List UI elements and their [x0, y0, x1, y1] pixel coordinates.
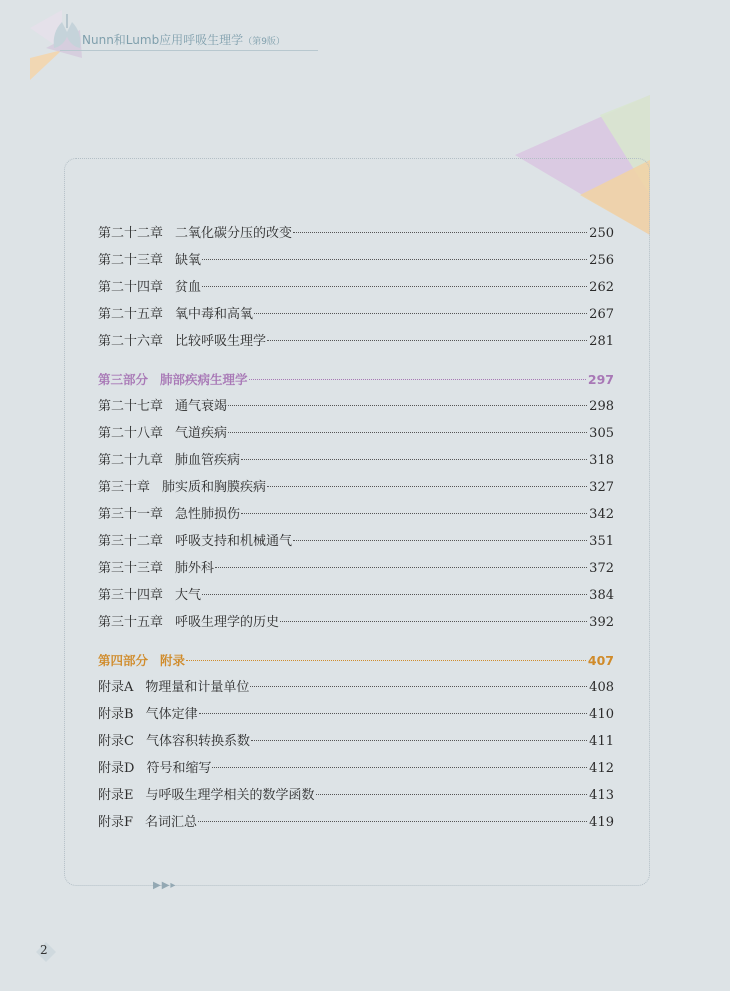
chapter-number: 第三十一章	[98, 507, 164, 522]
leader-dots	[241, 459, 587, 460]
appendix-number: 附录A	[98, 680, 134, 695]
chapter-number: 第二十九章	[98, 453, 164, 468]
chapter-number: 第二十四章	[98, 280, 164, 295]
chapter-title: 通气衰竭	[175, 399, 228, 414]
leader-dots	[202, 594, 587, 595]
chapter-number: 第三十二章	[98, 534, 164, 549]
toc-entry[interactable]	[98, 247, 614, 274]
page-header	[0, 0, 730, 90]
page-ref: 297	[587, 372, 614, 387]
page-ref: 408	[589, 680, 614, 695]
toc-entry[interactable]	[98, 393, 614, 420]
edition-text: （第9版）	[243, 37, 285, 47]
chapter-title: 急性肺损伤	[175, 507, 241, 522]
chapter-title: 氧中毒和高氧	[175, 307, 254, 322]
toc-entry[interactable]	[98, 701, 614, 728]
toc-entry[interactable]	[98, 755, 614, 782]
appendix-number: 附录E	[98, 788, 134, 803]
leader-dots	[199, 713, 588, 714]
chapter-title: 气道疾病	[175, 426, 228, 441]
toc-entry[interactable]	[98, 809, 614, 836]
page-ref: 256	[589, 253, 614, 268]
toc-entry[interactable]	[98, 674, 614, 701]
page-ref: 298	[589, 399, 614, 414]
appendix-number: 附录C	[98, 734, 134, 749]
appendix-title: 物理量和计量单位	[145, 680, 250, 695]
toc-entry[interactable]	[98, 301, 614, 328]
chapter-title: 肺实质和胸膜疾病	[162, 480, 267, 495]
page-ref: 342	[589, 507, 614, 522]
page-ref: 407	[587, 653, 614, 668]
page-ref: 413	[589, 788, 614, 803]
page-ref: 419	[589, 815, 614, 830]
chapter-number: 第三十三章	[98, 561, 164, 576]
part-number: 第四部分	[98, 653, 149, 668]
chapter-title: 呼吸生理学的历史	[175, 615, 280, 630]
chapter-title: 肺血管疾病	[175, 453, 241, 468]
page-ref: 305	[589, 426, 614, 441]
book-title	[82, 31, 285, 48]
chapter-title: 二氧化碳分压的改变	[175, 226, 293, 241]
chapter-title: 比较呼吸生理学	[175, 334, 267, 349]
toc-entry[interactable]	[98, 728, 614, 755]
page-number: 2	[40, 943, 48, 957]
appendix-title: 气体容积转换系数	[145, 734, 250, 749]
leader-dots	[267, 486, 587, 487]
leader-dots	[202, 286, 587, 287]
chapter-number: 第三十章	[98, 480, 151, 495]
toc-entry[interactable]	[98, 782, 614, 809]
page-ref: 412	[589, 761, 614, 776]
leader-dots	[186, 660, 586, 661]
toc-entry[interactable]	[98, 447, 614, 474]
toc-entry[interactable]	[98, 274, 614, 301]
appendix-number: 附录B	[98, 707, 134, 722]
toc-entry[interactable]	[98, 582, 614, 609]
table-of-contents	[98, 220, 614, 836]
page-ref: 281	[589, 334, 614, 349]
leader-dots	[241, 513, 587, 514]
page-ref: 250	[589, 226, 614, 241]
chapter-number: 第二十八章	[98, 426, 164, 441]
chapter-number: 第二十二章	[98, 226, 164, 241]
chapter-number: 第二十五章	[98, 307, 164, 322]
toc-entry[interactable]	[98, 328, 614, 355]
leader-dots	[293, 540, 587, 541]
header-rule	[60, 50, 318, 51]
toc-entry[interactable]	[98, 528, 614, 555]
chapter-number: 第二十七章	[98, 399, 164, 414]
leader-dots	[254, 313, 587, 314]
appendix-title: 名词汇总	[145, 815, 198, 830]
leader-dots	[280, 621, 587, 622]
appendix-title: 气体定律	[145, 707, 198, 722]
leader-dots	[267, 340, 587, 341]
leader-dots	[249, 379, 586, 380]
appendix-number: 附录F	[98, 815, 134, 830]
chapter-title: 呼吸支持和机械通气	[175, 534, 293, 549]
toc-part-4[interactable]	[98, 647, 614, 674]
toc-entry[interactable]	[98, 555, 614, 582]
appendix-number: 附录D	[98, 761, 135, 776]
arrow-decoration-icon: ▶▶▸	[153, 880, 177, 891]
leader-dots	[212, 767, 587, 768]
leader-dots	[251, 740, 587, 741]
leader-dots	[228, 432, 587, 433]
toc-entry[interactable]	[98, 501, 614, 528]
part-number: 第三部分	[98, 372, 149, 387]
part-title: 附录	[160, 653, 186, 668]
leader-dots	[250, 686, 587, 687]
leader-dots	[228, 405, 587, 406]
leader-dots	[293, 232, 587, 233]
chapter-number: 第二十六章	[98, 334, 164, 349]
page-ref: 411	[589, 734, 614, 749]
leader-dots	[316, 794, 588, 795]
appendix-title: 符号和缩写	[146, 761, 212, 776]
chapter-title: 肺外科	[175, 561, 215, 576]
page-ref: 262	[589, 280, 614, 295]
toc-part-3[interactable]	[98, 366, 614, 393]
chapter-number: 第三十四章	[98, 588, 164, 603]
page-ref: 327	[589, 480, 614, 495]
part-title: 肺部疾病生理学	[160, 372, 248, 387]
page-ref: 410	[589, 707, 614, 722]
appendix-title: 与呼吸生理学相关的数学函数	[145, 788, 315, 803]
chapter-number: 第二十三章	[98, 253, 164, 268]
leader-dots	[215, 567, 587, 568]
chapter-title: 大气	[175, 588, 202, 603]
toc-entry[interactable]	[98, 420, 614, 447]
leader-dots	[202, 259, 587, 260]
leader-dots	[198, 821, 587, 822]
page-ref: 384	[589, 588, 614, 603]
chapter-title: 贫血	[175, 280, 202, 295]
page-ref: 318	[589, 453, 614, 468]
toc-entry[interactable]	[98, 220, 614, 247]
page-ref: 351	[589, 534, 614, 549]
page-ref: 372	[589, 561, 614, 576]
page-ref: 392	[589, 615, 614, 630]
book-title-text: Nunn和Lumb应用呼吸生理学	[82, 33, 244, 47]
page-ref: 267	[589, 307, 614, 322]
chapter-number: 第三十五章	[98, 615, 164, 630]
toc-entry[interactable]	[98, 609, 614, 636]
toc-entry[interactable]	[98, 474, 614, 501]
chapter-title: 缺氧	[175, 253, 202, 268]
